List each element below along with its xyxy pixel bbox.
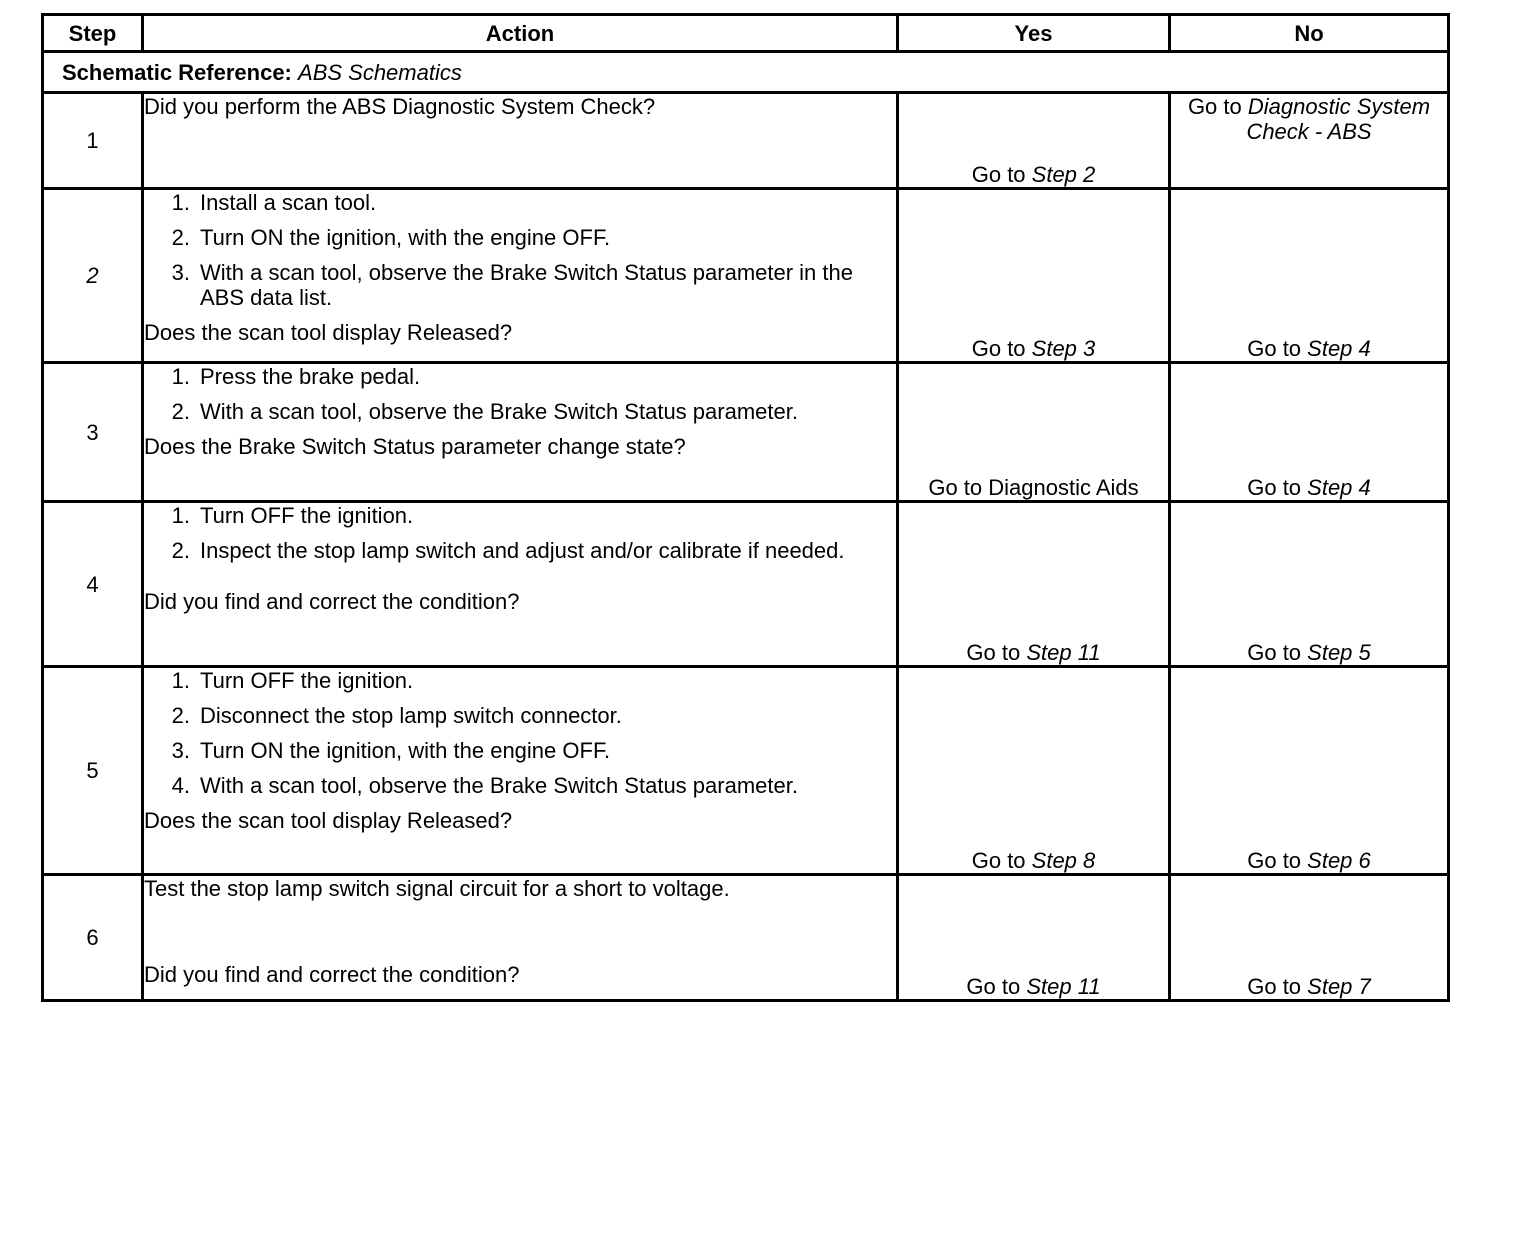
substep-text: Press the brake pedal. <box>200 364 421 389</box>
yes-cell <box>898 363 1170 502</box>
yes-link[interactable]: Step 3 <box>1031 336 1096 361</box>
no-prefix: Go to <box>1247 974 1308 999</box>
substep-number: 4. <box>171 773 190 798</box>
yes-prefix: Go to <box>971 162 1032 187</box>
substep <box>144 538 896 563</box>
substep-number: 2. <box>171 703 190 728</box>
substep-list <box>144 364 896 424</box>
header-action: Action <box>143 15 898 52</box>
no-prefix: Go to <box>1247 336 1308 361</box>
substep-number: 3. <box>171 260 190 285</box>
no-link[interactable]: Step 5 <box>1307 640 1371 665</box>
step-number: 6 <box>43 875 143 1001</box>
substep-text: Turn ON the ignition, with the engine OFF. <box>200 738 611 763</box>
substep-text: Install a scan tool. <box>200 190 377 215</box>
schematic-row <box>43 52 1449 93</box>
substep-text: With a scan tool, observe the Brake Switch Status parameter in the ABS data list. <box>200 260 853 310</box>
no-prefix: Go to <box>1247 475 1308 500</box>
table-row <box>43 363 1449 502</box>
step-number: 1 <box>43 93 143 189</box>
question: Does the scan tool display Released? <box>144 808 513 833</box>
substep-text: With a scan tool, observe the Brake Switch Status parameter. <box>200 773 798 798</box>
step-number: 4 <box>43 502 143 667</box>
yes-cell <box>898 875 1170 1001</box>
substep-number: 1. <box>171 668 190 693</box>
header-step: Step <box>43 15 143 52</box>
substep <box>144 190 896 215</box>
substep-text: Turn OFF the ignition. <box>200 503 414 528</box>
table-row <box>43 667 1449 875</box>
no-link[interactable]: Step 4 <box>1307 336 1371 361</box>
substep-list <box>144 668 896 798</box>
yes-link[interactable]: Step 11 <box>1026 974 1101 999</box>
yes-prefix: Go to <box>966 974 1027 999</box>
yes-link[interactable]: Step 2 <box>1031 162 1096 187</box>
yes-cell <box>898 502 1170 667</box>
schematic-link[interactable]: ABS Schematics <box>298 59 462 85</box>
no-link[interactable]: Step 6 <box>1307 848 1371 873</box>
substep <box>144 225 896 250</box>
action-cell <box>143 93 898 189</box>
question: Did you find and correct the condition? <box>144 589 520 614</box>
substep <box>144 364 896 389</box>
substep-list <box>144 503 896 563</box>
substep-number: 2. <box>171 538 190 563</box>
question: Did you find and correct the condition? <box>144 962 520 987</box>
yes-link[interactable]: Go to Diagnostic Aids <box>928 475 1139 500</box>
substep-list <box>144 190 896 310</box>
substep-number: 1. <box>171 364 190 389</box>
substep-number: 1. <box>171 503 190 528</box>
action-cell <box>143 875 898 1001</box>
header-yes: Yes <box>898 15 1170 52</box>
schematic-label: Schematic Reference: <box>62 59 292 85</box>
substep <box>144 738 896 763</box>
yes-link[interactable]: Step 11 <box>1026 640 1101 665</box>
schematic-reference <box>43 52 1449 93</box>
no-cell <box>1170 502 1449 667</box>
substep-text: Inspect the stop lamp switch and adjust and/or calibrate if needed. <box>200 538 845 563</box>
substep-number: 2. <box>171 225 190 250</box>
no-cell <box>1170 189 1449 363</box>
diagnostic-table <box>41 13 1450 1002</box>
substep <box>144 260 896 310</box>
no-cell <box>1170 875 1449 1001</box>
no-link[interactable]: Step 4 <box>1307 475 1371 500</box>
substep-text: With a scan tool, observe the Brake Switch Status parameter. <box>200 399 798 424</box>
step-number: 5 <box>43 667 143 875</box>
yes-prefix: Go to <box>971 336 1032 361</box>
step-number: 3 <box>43 363 143 502</box>
no-cell <box>1170 667 1449 875</box>
header-no: No <box>1170 15 1449 52</box>
no-link[interactable]: Diagnostic System Check - ABS <box>1246 94 1431 144</box>
question: Does the scan tool display Released? <box>144 320 513 345</box>
table-row <box>43 93 1449 189</box>
yes-cell <box>898 667 1170 875</box>
table-row <box>43 875 1449 1001</box>
table-row <box>43 502 1449 667</box>
substep-number: 3. <box>171 738 190 763</box>
no-prefix: Go to <box>1187 94 1248 119</box>
table-row <box>43 189 1449 363</box>
action-cell <box>143 502 898 667</box>
no-prefix: Go to <box>1247 640 1308 665</box>
substep-number: 2. <box>171 399 190 424</box>
yes-cell <box>898 93 1170 189</box>
substep-text: Disconnect the stop lamp switch connector. <box>200 703 622 728</box>
action-cell <box>143 189 898 363</box>
question: Did you perform the ABS Diagnostic System Check? <box>144 94 656 119</box>
question: Does the Brake Switch Status parameter change state? <box>144 434 686 459</box>
no-link[interactable]: Step 7 <box>1307 974 1371 999</box>
substep <box>144 503 896 528</box>
no-cell <box>1170 93 1449 189</box>
no-cell <box>1170 363 1449 502</box>
header-row <box>43 15 1449 52</box>
substep <box>144 773 896 798</box>
step-number: 2 <box>43 189 143 363</box>
substep <box>144 703 896 728</box>
yes-prefix: Go to <box>971 848 1032 873</box>
substep <box>144 399 896 424</box>
no-prefix: Go to <box>1247 848 1308 873</box>
action-cell <box>143 363 898 502</box>
substep-text: Turn ON the ignition, with the engine OFF. <box>200 225 611 250</box>
instruction: Test the stop lamp switch signal circuit for a short to voltage. <box>144 876 730 901</box>
substep-text: Turn OFF the ignition. <box>200 668 414 693</box>
yes-prefix: Go to <box>966 640 1027 665</box>
yes-link[interactable]: Step 8 <box>1031 848 1096 873</box>
yes-cell <box>898 189 1170 363</box>
action-cell <box>143 667 898 875</box>
substep <box>144 668 896 693</box>
substep-number: 1. <box>171 190 190 215</box>
